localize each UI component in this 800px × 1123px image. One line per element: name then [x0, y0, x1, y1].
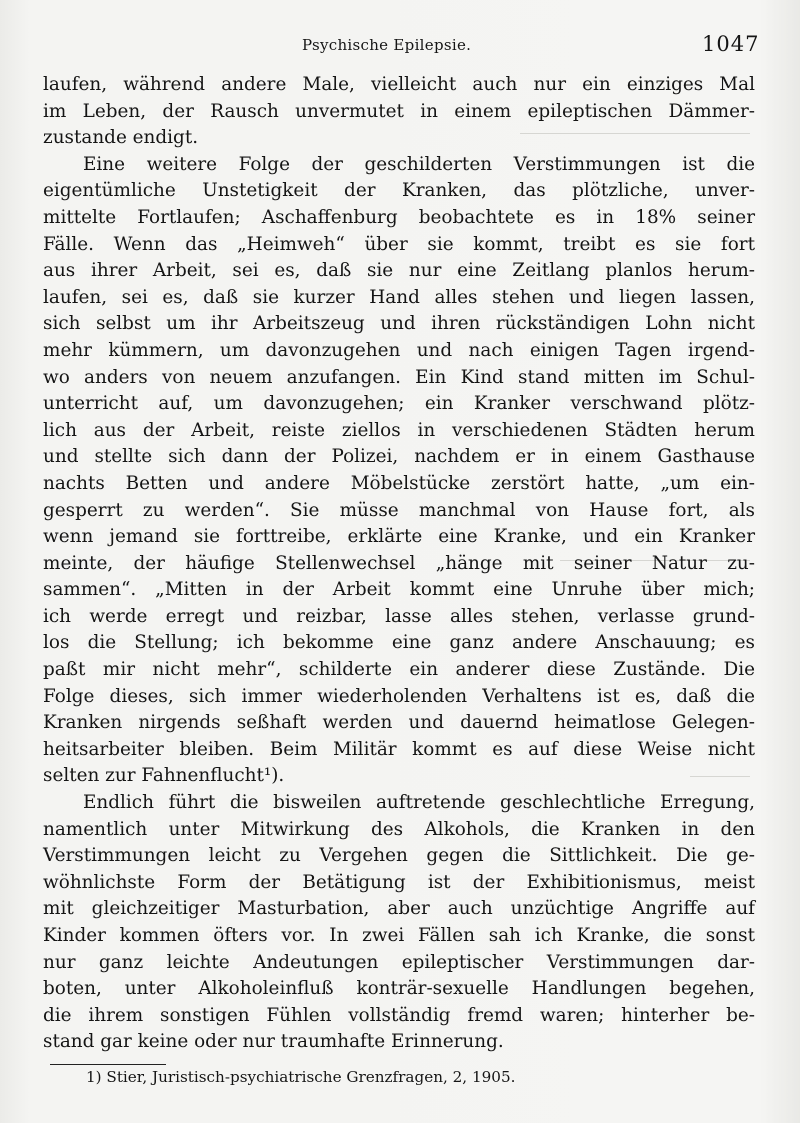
page-header — [0, 28, 800, 58]
footnote-text: Stier, Juristisch-psychiatrische Grenzfragen, 2, 1905. — [106, 1068, 516, 1086]
text-line: heitsarbeiter bleiben. Beim Militär kommt es auf diese Weise nicht — [43, 738, 755, 760]
text-line: selten zur Fahnenflucht¹). — [43, 765, 285, 787]
text-line: im Leben, der Rausch unvermutet in einem epileptischen Dämmer- — [43, 100, 755, 122]
text-line: namentlich unter Mitwirkung des Alkohols, die Kranken in den — [43, 818, 755, 840]
footnote-marker: 1) — [86, 1068, 102, 1086]
text-line: die ihrem sonstigen Fühlen vollständig fremd waren; hinterher be- — [43, 1004, 755, 1026]
text-line: ich werde erregt und reizbar, lasse alles stehen, verlasse grund- — [43, 605, 755, 627]
text-line: nur ganz leichte Andeutungen epileptischer Verstimmungen dar- — [43, 951, 755, 973]
text-line: los die Stellung; ich bekomme eine ganz andere Anschauung; es — [43, 632, 755, 654]
text-line: eigentümliche Unstetigkeit der Kranken, das plötzliche, unver- — [43, 180, 755, 202]
text-line: Verstimmungen leicht zu Vergehen gegen die Sittlichkeit. Die ge- — [43, 845, 755, 867]
running-head: Psychische Epilepsie. — [302, 36, 472, 54]
text-line: wöhnlichste Form der Betätigung ist der Exhibitionismus, meist — [43, 871, 755, 893]
text-line: mehr kümmern, um davonzugehen und nach einigen Tagen irgend- — [43, 339, 755, 361]
text-line: wenn jemand sie forttreibe, erklärte eine Kranke, und ein Kranker — [43, 526, 755, 548]
footnote-rule — [50, 1064, 166, 1065]
text-line: lich aus der Arbeit, reiste ziellos in verschiedenen Städten herum — [43, 419, 755, 441]
text-line: wo anders von neuem anzufangen. Ein Kind stand mitten im Schul- — [43, 366, 755, 388]
paragraph-first-line: Eine weitere Folge der geschilderten Verstimmungen ist die — [83, 153, 755, 175]
text-line: sammen“. „Mitten in der Arbeit kommt eine Unruhe über mich; — [43, 579, 755, 601]
text-line: meinte, der häufige Stellenwechsel „hänge mit seiner Natur zu- — [43, 552, 755, 574]
text-line: unterricht auf, um davonzugehen; ein Kranker verschwand plötz- — [43, 393, 755, 415]
body-text — [43, 72, 755, 1056]
text-line: aus ihrer Arbeit, sei es, daß sie nur eine Zeitlang planlos herum- — [43, 260, 755, 282]
text-line: Folge dieses, sich immer wiederholenden Verhaltens ist es, daß die — [43, 685, 755, 707]
text-line: mit gleichzeitiger Masturbation, aber auch unzüchtige Angriffe auf — [43, 898, 755, 920]
text-line: laufen, während andere Male, vielleicht auch nur ein einziges Mal — [43, 74, 755, 95]
text-line: zustande endigt. — [43, 127, 199, 149]
text-line: gesperrt zu werden“. Sie müsse manchmal von Hause fort, als — [43, 499, 755, 521]
text-line: paßt mir nicht mehr“, schilderte ein anderer diese Zustände. Die — [43, 659, 755, 681]
text-line: laufen, sei es, daß sie kurzer Hand alles stehen und liegen lassen, — [43, 286, 755, 308]
text-line: mittelte Fortlaufen; Aschaffenburg beobachtete es in 18% seiner — [43, 206, 755, 228]
text-line: sich selbst um ihr Arbeitszeug und ihren rückständigen Lohn nicht — [43, 313, 755, 335]
paragraph-first-line: Endlich führt die bisweilen auftretende geschlechtliche Erregung, — [83, 792, 755, 814]
text-line: Kinder kommen öfters vor. In zwei Fällen sah ich Kranke, die sonst — [43, 925, 755, 946]
text-line: stand gar keine oder nur traumhafte Erinnerung. — [43, 1031, 504, 1053]
text-line: Kranken nirgends seßhaft werden und dauernd heimatlose Gelegen- — [43, 712, 755, 734]
text-line: boten, unter Alkoholeinfluß konträr-sexuelle Handlungen begehen, — [43, 978, 755, 1000]
text-line: und stellte sich dann der Polizei, nachdem er in einem Gasthause — [43, 446, 755, 468]
footnote — [86, 1068, 515, 1086]
page-number: 1047 — [702, 32, 760, 56]
text-line: nachts Betten und andere Möbelstücke zerstört hatte, „um ein- — [43, 472, 755, 494]
text-line: Fälle. Wenn das „Heimweh“ über sie kommt, treibt es sie fort — [43, 233, 755, 255]
